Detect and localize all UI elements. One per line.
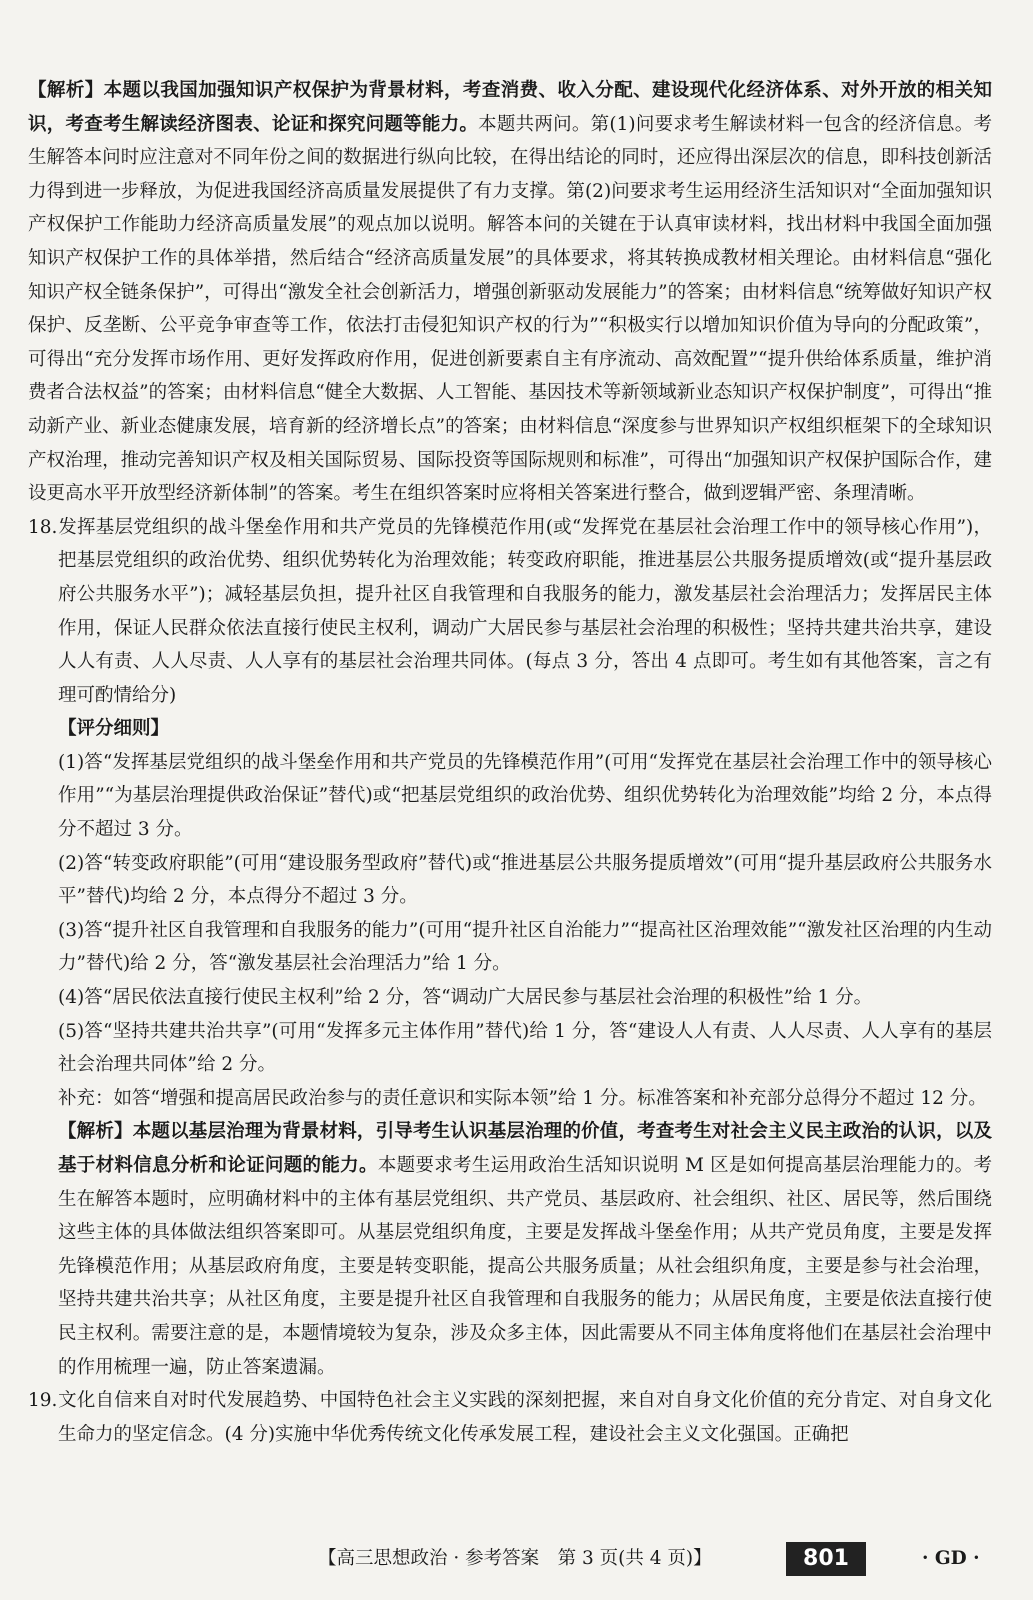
- page-content: [28, 74, 992, 1451]
- rubric-supplement: 补充：如答“增强和提高居民政治参与的责任意识和实际本领”给 1 分。标准答案和补充部分总得分不超过 12 分。: [58, 1087, 987, 1109]
- question-18-text: 发挥基层党组织的战斗堡垒作用和共产党员的先锋模范作用(或“发挥党在基层社会治理工作中的领导核心作用”)，把基层党组织的政治优势、组织优势转化为治理效能；转变政府职能，推进基层公共服务提质增效(或“提升基层政府公共服务水平”)；减轻基层负担，提升社区自我管理和自我服务的能力，激发基层社会治理活力；发挥居民主体作用，保证人民群众依法直接行使民主权利，调动广大居民参与基层社会治理的积极性；坚持共建共治共享，建设人人有责、人人尽责、人人享有的基层社会治理共同体。(每点 3 分，答出 4 点即可。考生如有其他答案，言之有理可酌情给分): [58, 516, 992, 706]
- analysis-label: 【解析】: [58, 1121, 133, 1143]
- question-19-answer: [28, 1384, 992, 1451]
- rubric-item: (1)答“发挥基层党组织的战斗堡垒作用和共产党员的先锋模范作用”(可用“发挥党在基层社会治理工作中的领导核心作用”“为基层治理提供政治保证”替代)或“把基层党组织的政治优势、组织优势转化为治理效能”均给 2 分，本点得分不超过 3 分。: [58, 751, 992, 841]
- analysis-bold-text: 本题以基层治理为背景材料，引导考生认识基层治理的价值，考查考生对社会主义民主政治的认识，以及基于材料信息分析和论证问题的能力。: [58, 1121, 992, 1176]
- analysis-label: 【解析】: [28, 80, 104, 101]
- question-number: 18.: [28, 516, 58, 538]
- footer-page-info: 【高三思想政治 · 参考答案 第 3 页(共 4 页)】: [318, 1548, 712, 1569]
- rubric-item: (2)答“转变政府职能”(可用“建设服务型政府”替代)或“推进基层公共服务提质增效”(可用“提升基层政府公共服务水平”替代)均给 2 分，本点得分不超过 3 分。: [58, 852, 992, 908]
- analysis-body-text: 本题要求考生运用政治生活知识说明 M 区是如何提高基层治理能力的。考生在解答本题时，应明确材料中的主体有基层党组织、共产党员、基层政府、社会组织、社区、居民等，然后围绕这些主体的具体做法组织答案即可。从基层党组织角度，主要是发挥战斗堡垒作用；从共产党员角度，主要是发挥先锋模范作用；从基层政府角度，主要是转变职能，提高公共服务质量；从社会组织角度，主要是参与社会治理，坚持共建共治共享；从社区角度，主要是提升社区自我管理和自我服务的能力；从居民角度，主要是依法直接行使民主权利。需要注意的是，本题情境较为复杂，涉及众多主体，因此需要从不同主体角度将他们在基层社会治理中的作用梳理一遍，防止答案遗漏。: [58, 1155, 992, 1378]
- analysis-paragraph-1: [28, 74, 992, 511]
- paper-code-badge: 801: [786, 1542, 866, 1576]
- rubric-title: 【评分细则】: [58, 718, 170, 740]
- analysis-body-text: 本题共两问。第(1)问要求考生解读材料一包含的经济信息。考生解答本问时应注意对不同年份之间的数据进行纵向比较，在得出结论的同时，还应得出深层次的信息，即科技创新活力得到进一步释放，为促进我国经济高质量发展提供了有力支撑。第(2)问要求考生运用经济生活知识对“全面加强知识产权保护工作能助力经济高质量发展”的观点加以说明。解答本问的关键在于认真审读材料，找出材料中我国全面加强知识产权保护工作的具体举措，然后结合“经济高质量发展”的具体要求，将其转换成教材相关理论。由材料信息“强化知识产权全链条保护”，可得出“激发全社会创新活力，增强创新驱动发展能力”的答案；由材料信息“统筹做好知识产权保护、反垄断、公平竞争审查等工作，依法打击侵犯知识产权的行为”“积极实行以增加知识价值为导向的分配政策”，可得出“充分发挥市场作用、更好发挥政府作用，促进创新要素自主有序流动、高效配置”“提升供给体系质量，维护消费者合法权益”的答案；由材料信息“健全大数据、人工智能、基因技术等新领域新业态知识产权保护制度”，可得出“推动新产业、新业态健康发展，培育新的经济增长点”的答案；由材料信息“深度参与世界知识产权组织框架下的全球知识产权治理，推动完善知识产权及相关国际贸易、国际投资等国际规则和标准”，可得出“加强知识产权保护国际合作，建设更高水平开放型经济新体制”的答案。考生在组织答案时应将相关答案进行整合，做到逻辑严密、条理清晰。: [28, 113, 992, 505]
- analysis-paragraph-2: [28, 1115, 992, 1384]
- rubric-item: (4)答“居民依法直接行使民主权利”给 2 分，答“调动广大居民参与基层社会治理的积极性”给 1 分。: [58, 987, 873, 1009]
- rubric-item: (3)答“提升社区自我管理和自我服务的能力”(可用“提升社区自治能力”“提高社区治理效能”“激发社区治理的内生动力”替代)给 2 分，答“激发基层社会治理活力”给 1 分。: [58, 919, 992, 975]
- region-tag: · GD ·: [922, 1548, 980, 1569]
- question-19-text: 文化自信来自对时代发展趋势、中国特色社会主义实践的深刻把握，来自对自身文化价值的充分肯定、对自身文化生命力的坚定信念。(4 分)实施中华优秀传统文化传承发展工程，建设社会主义文化强国。正确把: [58, 1390, 992, 1445]
- question-18-answer: [28, 511, 992, 713]
- question-number: 19.: [28, 1390, 58, 1412]
- rubric-item: (5)答“坚持共建共治共享”(可用“发挥多元主体作用”替代)给 1 分，答“建设人人有责、人人尽责、人人享有的基层社会治理共同体”给 2 分。: [58, 1020, 992, 1076]
- analysis-bold-text: 本题以我国加强知识产权保护为背景材料，考查消费、收入分配、建设现代化经济体系、对外开放的相关知识，考查考生解读经济图表、论证和探究问题等能力。: [28, 80, 992, 135]
